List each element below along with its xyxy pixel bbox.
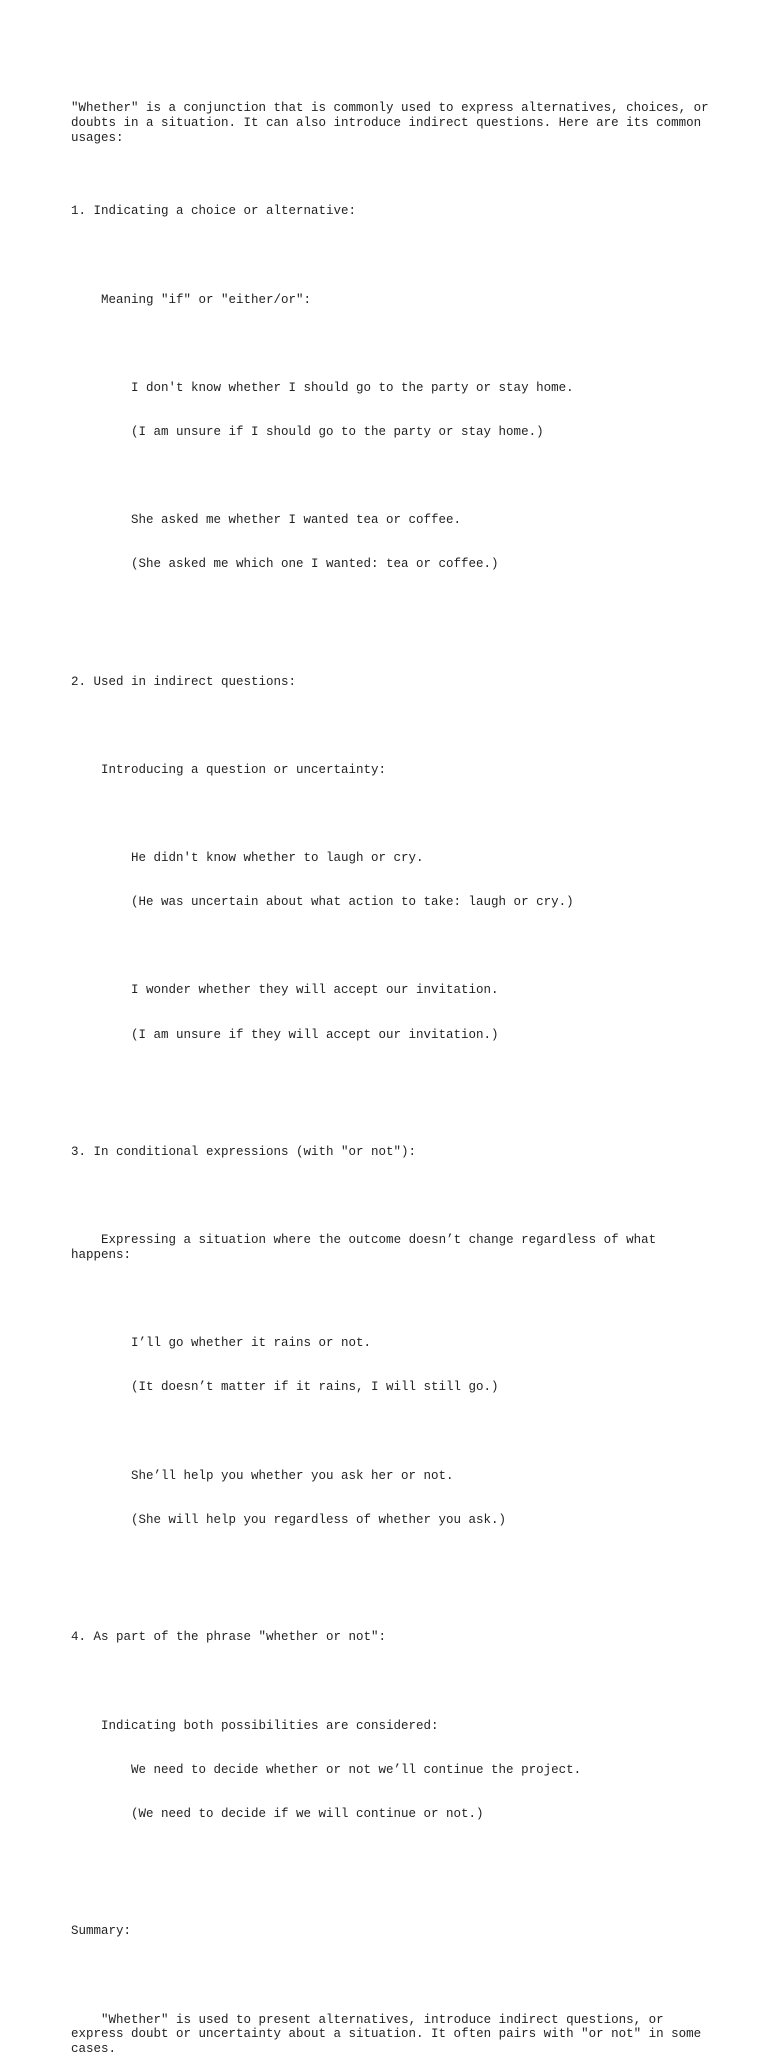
example-sentence: He didn't know whether to laugh or cry. — [131, 851, 424, 866]
section-2-subheading: Introducing a question or uncertainty: — [101, 762, 387, 777]
example-gloss: (I am unsure if they will accept our invitation.) — [131, 1027, 499, 1042]
example-gloss: (We need to decide if we will continue or not.) — [131, 1806, 484, 1821]
section-4-heading: 4. As part of the phrase "whether or not": — [71, 1630, 387, 1645]
example-gloss: (It doesn’t matter if it rains, I will still go.) — [131, 1380, 499, 1395]
summary-heading: Summary: — [71, 1924, 132, 1939]
section-2-heading: 2. Used in indirect questions: — [71, 674, 297, 689]
intro-paragraph: "Whether" is a conjunction that is commonly used to express alternatives, choices, or doubts in a situation. It can also introduce indirect questions. Here are its common usages: — [71, 101, 717, 145]
example-sentence: She asked me whether I wanted tea or coffee. — [131, 513, 462, 528]
example-sentence: She’ll help you whether you ask her or not. — [131, 1468, 454, 1483]
summary-paragraph — [71, 2013, 711, 2057]
section-1-subheading: Meaning "if" or "either/or": — [101, 292, 312, 307]
example-sentence: I’ll go whether it rains or not. — [131, 1336, 372, 1351]
section-3-subheading-text: Expressing a situation where the outcome doesn’t change regardless of what happens: — [71, 1233, 664, 1263]
example-gloss: (She will help you regardless of whether you ask.) — [131, 1512, 507, 1527]
section-3-subheading — [71, 1233, 711, 1262]
section-1-heading: 1. Indicating a choice or alternative: — [71, 204, 357, 219]
summary-body-text: "Whether" is used to present alternatives, introduce indirect questions, or express doubt or uncertainty about a situation. It often pairs with "or not" in some cases. — [71, 2012, 709, 2056]
example-sentence: We need to decide whether or not we’ll continue the project. — [131, 1762, 582, 1777]
example-sentence: I wonder whether they will accept our invitation. — [131, 983, 499, 998]
document-body — [71, 72, 717, 2071]
section-3-heading: 3. In conditional expressions (with "or not"): — [71, 1145, 417, 1160]
section-4-subheading: Indicating both possibilities are considered: — [101, 1718, 439, 1733]
example-gloss: (She asked me which one I wanted: tea or coffee.) — [131, 557, 499, 572]
example-sentence: I don't know whether I should go to the party or stay home. — [131, 380, 574, 395]
example-gloss: (I am unsure if I should go to the party or stay home.) — [131, 424, 544, 439]
example-gloss: (He was uncertain about what action to take: laugh or cry.) — [131, 895, 574, 910]
